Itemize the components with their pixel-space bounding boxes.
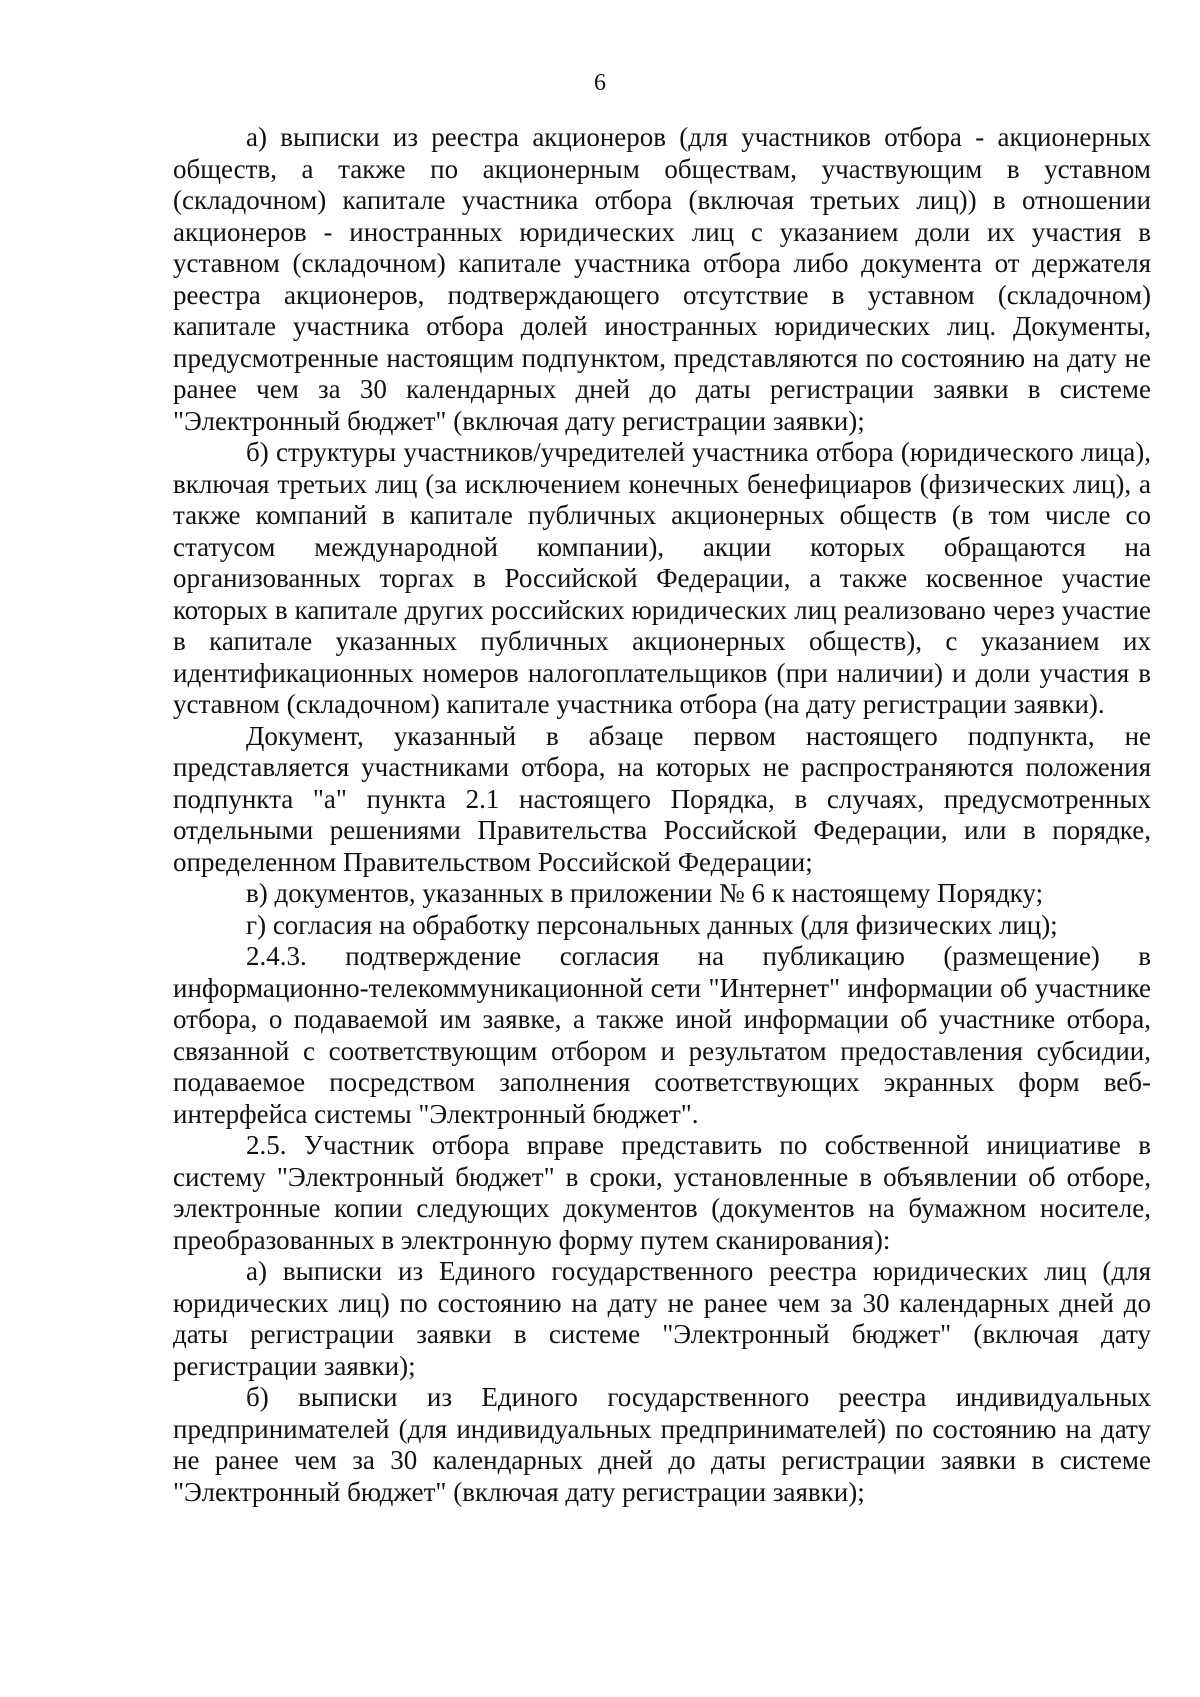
page-number: 6 (594, 70, 606, 96)
paragraph-appendix-documents: в) документов, указанных в приложении № 6 к настоящему Порядку; (246, 878, 1044, 908)
document-body (173, 122, 1151, 1508)
paragraph-personal-data-consent: г) согласия на обработку персональных данных (для физических лиц); (246, 909, 1058, 940)
paragraph-egrip-extract: б) выписки из Единого государственного реестра индивидуальных предпринимателей (для индивидуальных предпринимателей) по состоянию на дату не ранее чем за 30 календарных дней до даты регистрации заявки в системе "Электронный бюджет" (включая дату регистрации заявки); (173, 1382, 1151, 1507)
paragraph-2-4-3-publication-consent: 2.4.3. подтверждение согласия на публикацию (размещение) в информационно-телекоммуникационной сети "Интернет" информации об участнике отбора, о подаваемой им заявке, а также иной информации об участнике отбора, связанной с соответствующим отбором и результатом предоставления субсидии, подаваемое посредством заполнения соответствующих экранных форм веб-интерфейса системы "Электронный бюджет". (173, 941, 1151, 1129)
paragraph-extract-shareholders-register: а) выписки из реестра акционеров (для участников отбора - акционерных обществ, а также по акционерным обществам, участвующим в уставном (складочном) капитале участника отбора (включая третьих лиц)) в отношении акционеров - иностранных юридических лиц с указанием доли их участия в уставном (складочном) капитале участника отбора либо документа от держателя реестра акционеров, подтверждающего отсутствие в уставном (складочном) капитале участника отбора долей иностранных юридических лиц. Документы, предусмотренные настоящим подпунктом, представляются по состоянию на дату не ранее чем за 30 календарных дней до даты регистрации заявки в системе "Электронный бюджет" (включая дату регистрации заявки); (173, 122, 1151, 436)
paragraph-egrul-extract: а) выписки из Единого государственного реестра юридических лиц (для юридических лиц) по состоянию на дату не ранее чем за 30 календарных дней до даты регистрации заявки в системе "Электронный бюджет" (включая дату регистрации заявки); (173, 1256, 1151, 1381)
paragraph-document-exemption: Документ, указанный в абзаце первом настоящего подпункта, не представляется участниками отбора, на которых не распространяются положения подпункта "а" пункта 2.1 настоящего Порядка, в случаях, предусмотренных отдельными решениями Правительства Российской Федерации, или в порядке, определенном Правительством Российской Федерации; (173, 720, 1151, 877)
paragraph-participants-structure: б) структуры участников/учредителей участника отбора (юридического лица), включая третьих лиц (за исключением конечных бенефициаров (физических лиц), а также компаний в капитале публичных акционерных обществ (в том числе со статусом международной компании), акции которых обращаются на организованных торгах в Российской Федерации, а также косвенное участие которых в капитале других российских юридических лиц реализовано через участие в капитале указанных публичных акционерных обществ), с указанием их идентификационных номеров налогоплательщиков (при наличии) и доли участия в уставном (складочном) капитале участника отбора (на дату регистрации заявки). (173, 437, 1151, 719)
paragraph-2-5-own-initiative: 2.5. Участник отбора вправе представить по собственной инициативе в систему "Электронный бюджет" в сроки, установленные в объявлении об отборе, электронные копии следующих документов (документов на бумажном носителе, преобразованных в электронную форму путем сканирования): (173, 1130, 1151, 1255)
